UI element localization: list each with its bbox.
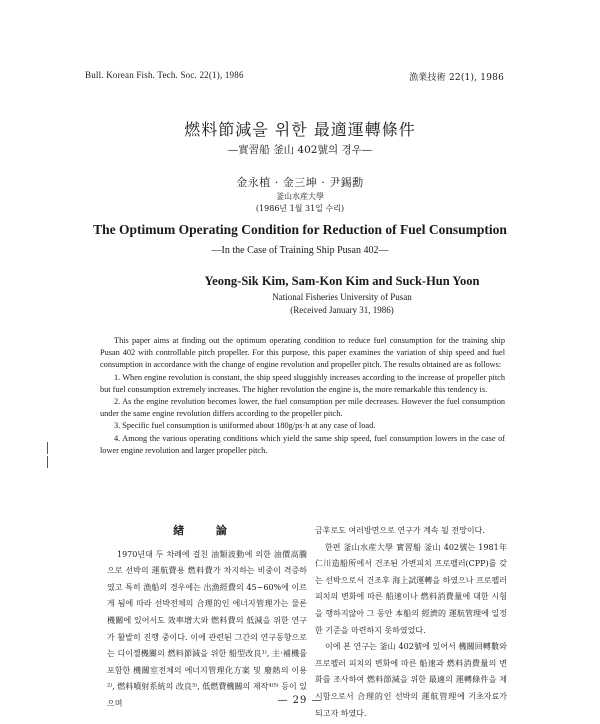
english-title: The Optimum Operating Condition for Reduction of Fuel Consumption [93, 222, 507, 237]
abstract-item: 2. As the engine revolution becomes lower, the fuel consumption per mile decreases. However the fuel consumption under the same engine revolution differs according to the propeller pitch. [100, 397, 505, 419]
body-column-right [315, 523, 507, 722]
page-number: — 29 — [277, 695, 323, 706]
abstract-item: 1. When engine revolution is constant, the ship speed sluggishly increases according to the increase of propeller pitch but fuel consumption extremely increases. The higher revolution the engine is, the more remarkable this tendency is. [100, 372, 505, 394]
korean-authors: 金永植 · 金三坤 · 尹錫勳 [236, 176, 364, 189]
body-column-left [107, 523, 307, 713]
body-paragraph: 한편 釜山水産大學 實習船 釜山 402號는 1981年 仁川造船所에서 건조된 가변피치 프로펠러(CPP)를 갖는 선박으로서 건조후 海上試運轉을 하였으나 프로펠러 피치의 변화에 따른 船速이나 燃料消費量에 대한 시험을 행하지않아 그 동안 本船의 經濟的 運航管理에 일정한 기준을 마련하지 못하였었다. [315, 542, 507, 635]
abstract-intro: This paper aims at finding out the optimum operating condition to reduce fuel consumption for the training ship Pusan 402 with controllable pitch propeller. For this purpose, this paper examines the variation of ship speed and fuel consumption in accordance with the change of engine revolution and propeller pitch. The results obtained are as follows: [100, 336, 505, 370]
body-paragraph: 이에 본 연구는 釜山 402號에 있어서 機關回轉數와 프로펠러 피치의 변화에 따른 船速과 燃料消費量의 변화를 조사하여 燃料節減을 위한 最適의 運轉條件을 제시함으로서 合理的인 선박의 運航管理에 기초자료가 되고자 하였다. [315, 642, 507, 718]
english-affiliation: National Fisheries University of Pusan [272, 292, 412, 302]
margin-mark [47, 442, 48, 454]
korean-received-date: (1986년 1월 31일 수리) [255, 204, 345, 213]
body-paragraph: 금후로도 여러방면으로 연구가 계속 될 전망이다. [315, 526, 485, 535]
english-authors: Yeong-Sik Kim, Sam-Kon Kim and Suck-Hun Yoon [204, 274, 480, 288]
running-header-left: Bull. Korean Fish. Tech. Soc. 22(1), 1986 [85, 70, 244, 80]
section-heading: 緖 論 [173, 524, 241, 537]
abstract-item: 4. Among the various operating conditions which yield the same ship speed, fuel consumption lowers in the case of lower engine revolution and larger propeller pitch. [100, 433, 505, 455]
abstract-item: 3. Specific fuel consumption is uniformed about 180g/ps·h at any case of load. [114, 421, 376, 431]
korean-title: 燃料節減을 위한 最適運轉條件 [184, 120, 416, 139]
english-subtitle: —In the Case of Training Ship Pusan 402— [211, 245, 389, 256]
body-paragraph: 1970년대 두 차례에 걸친 油類波動에 의한 油價高騰으로 선박의 運航費용 燃料費가 차지하는 비중이 격증하였고 특히 漁船의 경우에는 出漁經費의 45~60%에 이르게 됨에 따라 선박전체의 合理的인 에너지管理가는 물론 機關에 있어서도 效率增大와 燃料費의 低減을 위한 연구가 활발히 진행 중이다. 이에 관련된 그간의 연구동향으로는 디이젤機關의 燃料節減을 위한 船型改良¹⁾, 主·補機를 포함한 機關室전체의 에너지管理化方案 및 廢熱의 이용²⁾, 燃料噴射系統의 改良³⁾, 低燃費機關의 제작⁴⁾⁵⁾ 등이 있으며 [107, 549, 307, 708]
margin-mark [47, 456, 48, 468]
korean-subtitle: —實習船 釜山 402號의 경우— [227, 144, 373, 156]
english-received-date: (Received January 31, 1986) [290, 305, 394, 315]
abstract [100, 335, 505, 457]
korean-affiliation: 釜山水産大學 [276, 192, 324, 201]
running-header-right: 漁業技術 22(1), 1986 [409, 73, 504, 83]
